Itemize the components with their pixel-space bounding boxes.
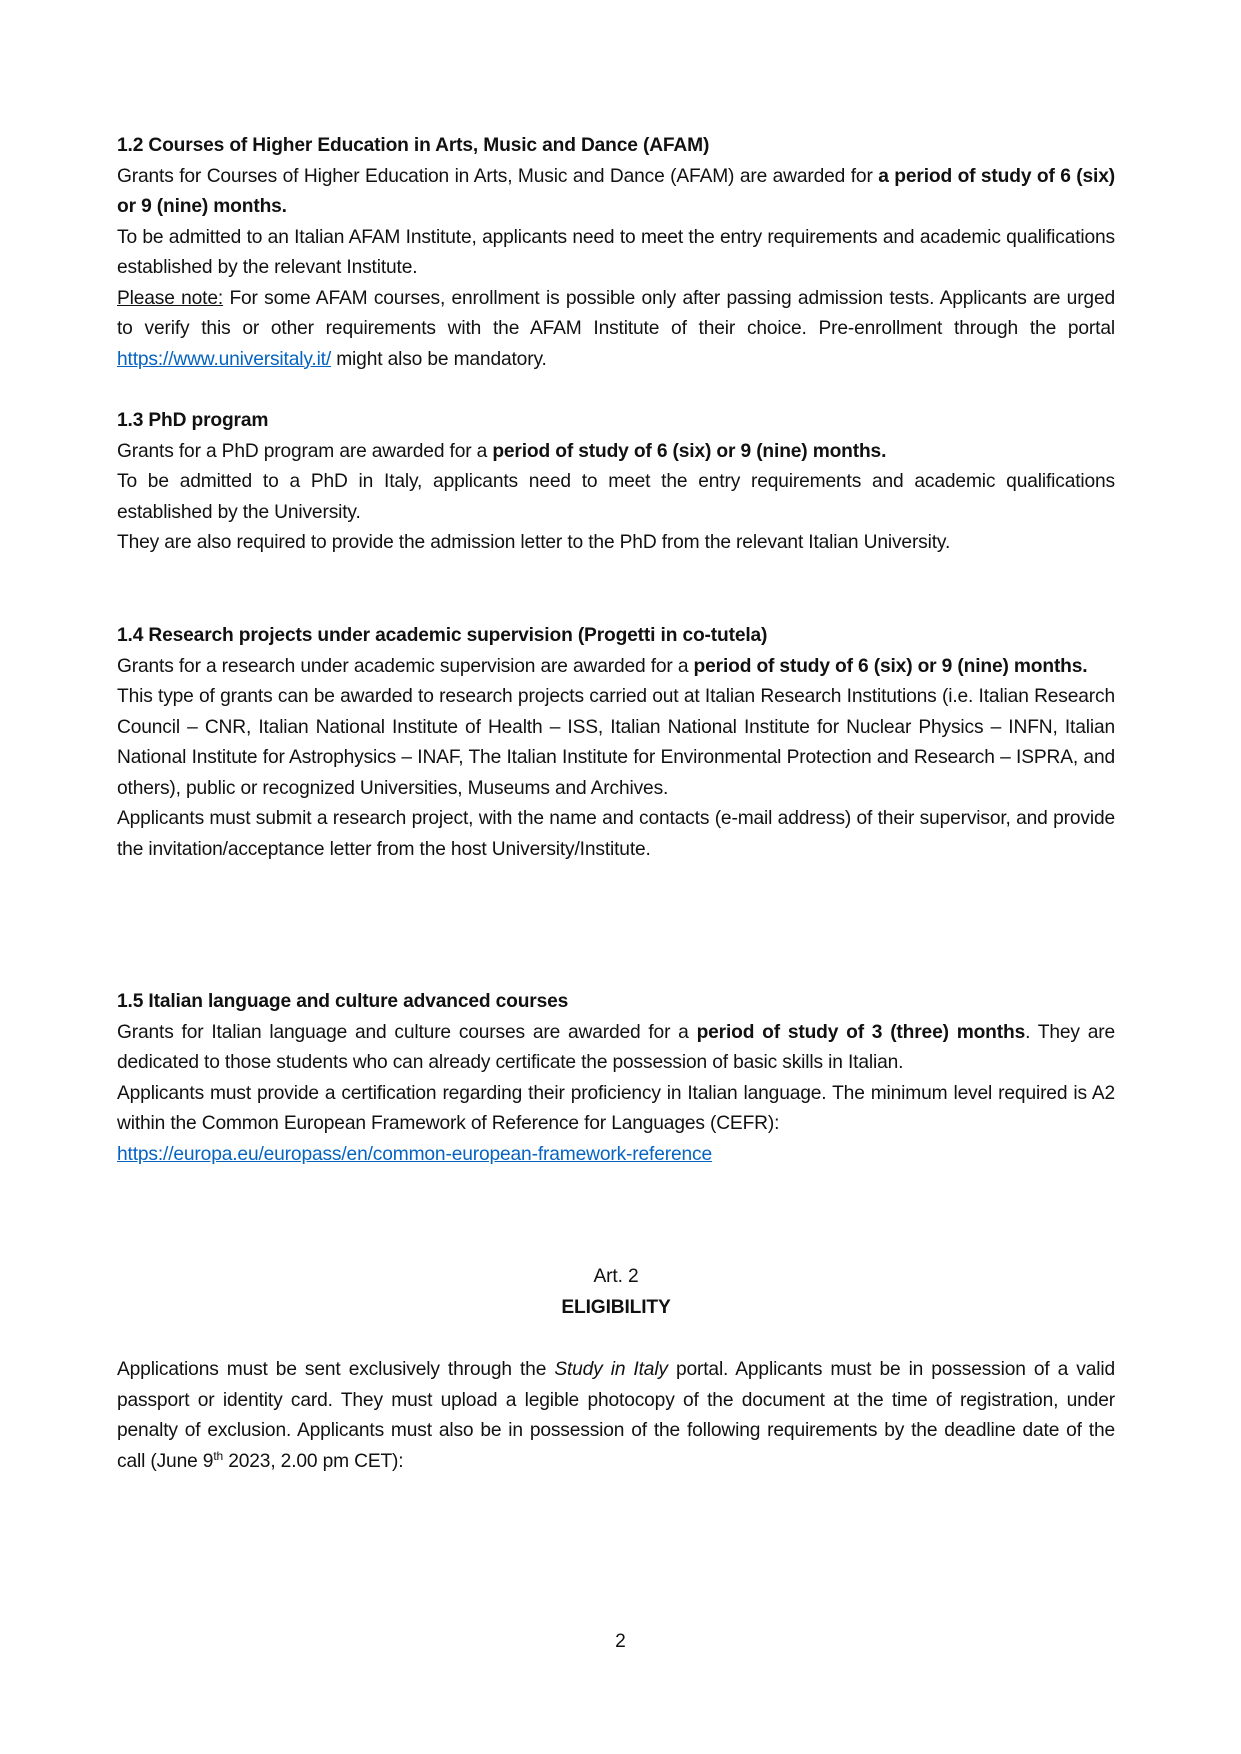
paragraph-text: . They are dedicated to those students who can already certificate the possession of basic skills in Italian. — [117, 1021, 1115, 1073]
paragraph-text: Applications must be sent exclusively through the — [117, 1359, 555, 1380]
paragraph — [117, 162, 1115, 223]
section-heading: 1.4 Research projects under academic supervision (Progetti in co-tutela) — [117, 625, 768, 646]
section-1-2 — [117, 131, 1115, 375]
section-1-5 — [117, 987, 1115, 1170]
article-title: ELIGIBILITY — [561, 1296, 671, 1318]
paragraph — [117, 437, 1115, 468]
paragraph: This type of grants can be awarded to research projects carried out at Italian Research Institutions (i.e. Italian Research Council – CNR, Italian National Institute of Health – ISS, Italian National Institute for Nuclear Physics – INFN, Italian National Institute for Astrophysics – INAF, The Italian Institute for Environmental Protection and Research – ISPRA, and others), public or recognized Universities, Museums and Archives. — [117, 686, 1115, 799]
paragraph-text: Grants for a research under academic supervision are awarded for a — [117, 655, 694, 677]
paragraph — [117, 1018, 1115, 1079]
cefr-link[interactable]: https://europa.eu/europass/en/common-european-framework-reference — [117, 1143, 712, 1165]
paragraph — [117, 1355, 1115, 1477]
note-text: For some AFAM courses, enrollment is possible only after passing admission tests. Applicants are urged to verify this or other requirements with the AFAM Institute of their choice. Pre-enrollment through the portal — [117, 287, 1115, 339]
article-2-body — [117, 1355, 1115, 1477]
superscript: th — [213, 1448, 224, 1463]
section-heading: 1.2 Courses of Higher Education in Arts, Music and Dance (AFAM) — [117, 135, 710, 156]
bold-text: period of study of 3 (three) months — [696, 1021, 1026, 1043]
note-after: might also be mandatory. — [331, 348, 547, 370]
paragraph-text: Grants for a PhD program are awarded for a — [117, 440, 493, 462]
article-heading — [117, 1262, 1115, 1323]
article-number: Art. 2 — [593, 1266, 639, 1287]
bold-text: a period of study of 6 (six) or 9 (nine) months. — [117, 165, 1115, 217]
section-heading: 1.3 PhD program — [117, 410, 269, 431]
paragraph-text: portal. Applicants must be in possession of a valid passport or identity card. They must upload a legible photocopy of the document at the time of registration, under penalty of exclusion. Applicants must also be in possession of the following requirements by the deadline date of the call (June 9 — [117, 1359, 1115, 1472]
paragraph — [117, 652, 1115, 683]
paragraph-text: Grants for Italian language and culture courses are awarded for a — [117, 1021, 697, 1043]
section-1-4 — [117, 621, 1115, 865]
paragraph: They are also required to provide the admission letter to the PhD from the relevant Italian University. — [117, 532, 951, 553]
bold-text: period of study of 6 (six) or 9 (nine) months. — [693, 655, 1088, 677]
note-paragraph — [117, 284, 1115, 376]
universitaly-link[interactable]: https://www.universitaly.it/ — [117, 348, 332, 370]
section-heading: 1.5 Italian language and culture advanced courses — [117, 991, 569, 1012]
paragraph-text: Grants for Courses of Higher Education in Arts, Music and Dance (AFAM) are awarded for — [117, 165, 879, 187]
paragraph: Applicants must submit a research project, with the name and contacts (e-mail address) of their supervisor, and provide the invitation/acceptance letter from the host University/Institute. — [117, 808, 1115, 860]
note-label: Please note: — [117, 287, 224, 309]
page-number: 2 — [615, 1631, 626, 1652]
paragraph: Applicants must provide a certification regarding their proficiency in Italian language. The minimum level required is A2 within the Common European Framework of Reference for Languages (CEFR): — [117, 1082, 1115, 1134]
cefr-link-line — [117, 1140, 1115, 1171]
bold-text: period of study of 6 (six) or 9 (nine) months. — [492, 440, 887, 462]
paragraph-text: 2023, 2.00 pm CET): — [223, 1450, 404, 1472]
paragraph: To be admitted to an Italian AFAM Institute, applicants need to meet the entry requirements and academic qualifications established by the relevant Institute. — [117, 226, 1115, 278]
section-1-3 — [117, 406, 1115, 559]
paragraph: To be admitted to a PhD in Italy, applicants need to meet the entry requirements and academic qualifications established by the University. — [117, 471, 1115, 523]
italic-text: Study in Italy — [554, 1359, 668, 1380]
